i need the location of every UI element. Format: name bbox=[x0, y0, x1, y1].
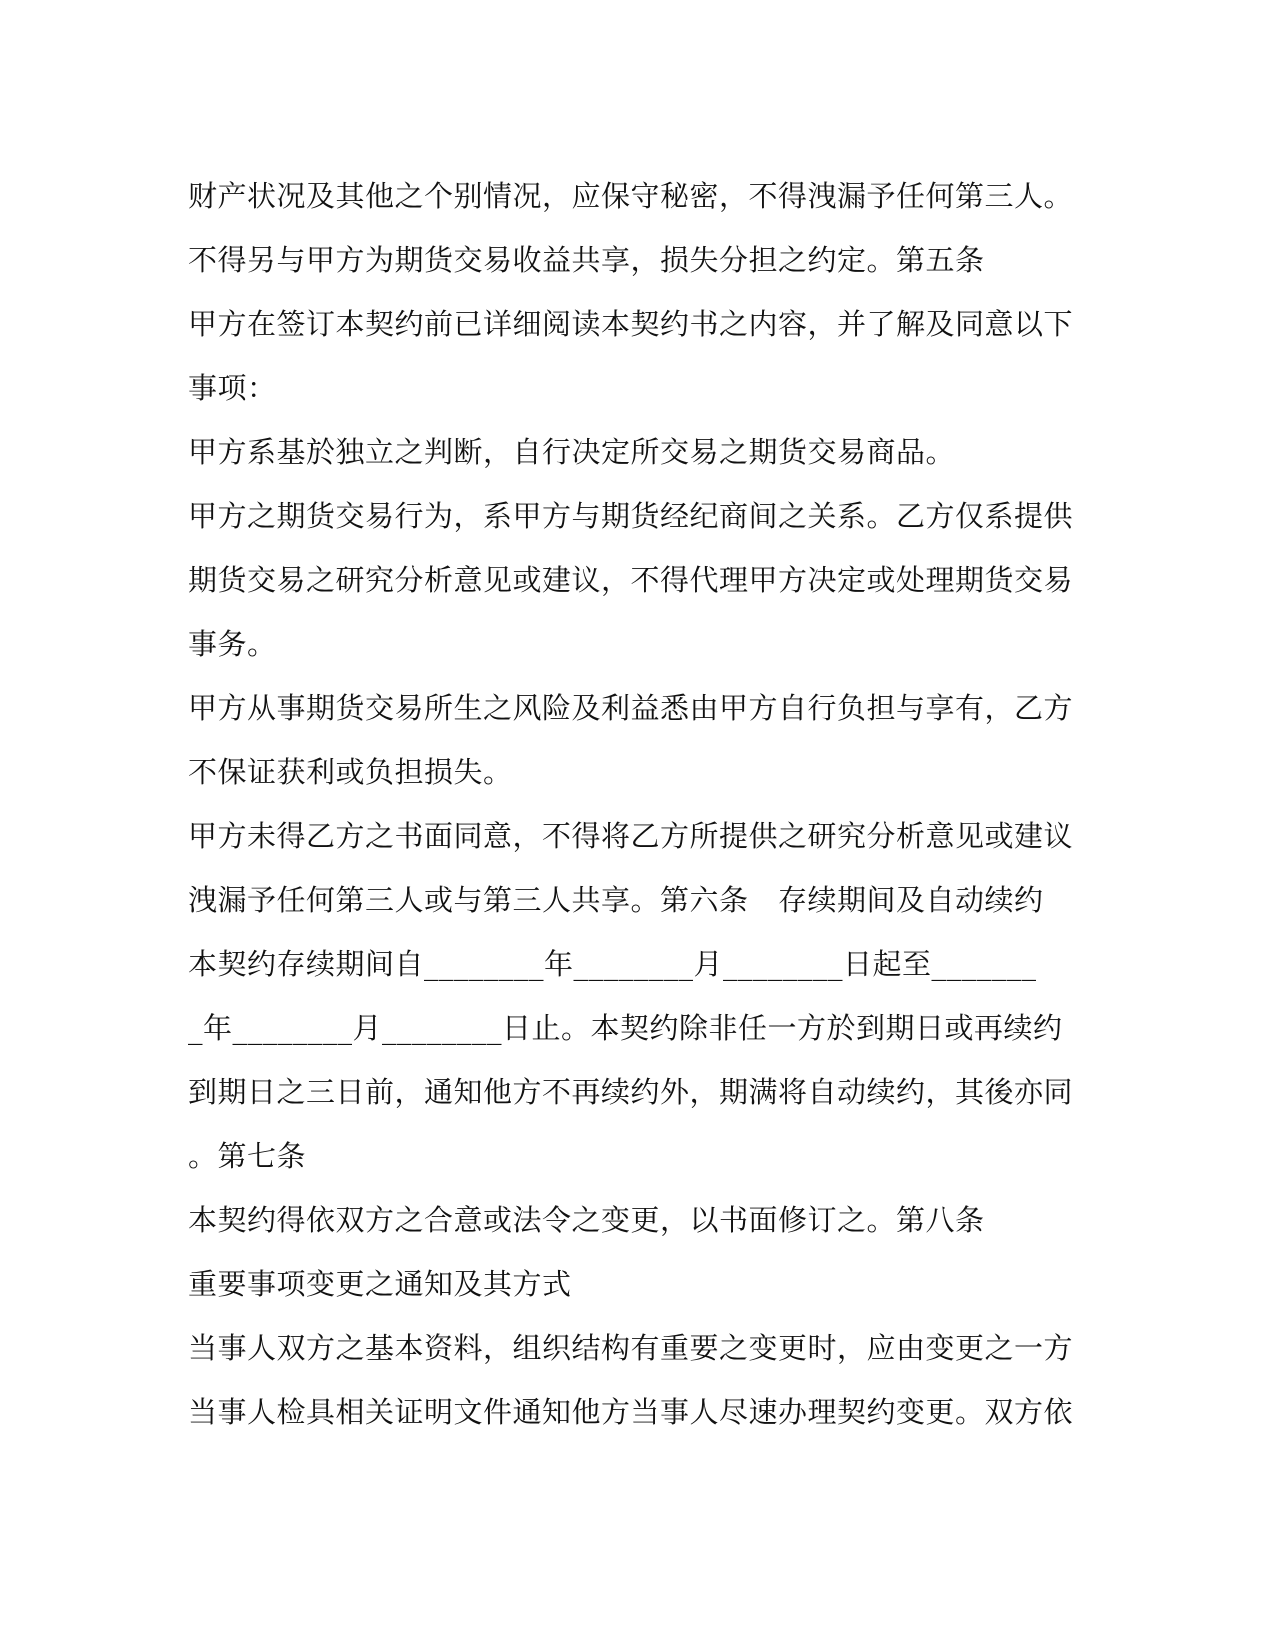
text-line: 。第七条 bbox=[188, 1139, 307, 1173]
text-line: 洩漏予任何第三人或与第三人共享。第六条 存续期间及自动续约 bbox=[188, 883, 1044, 917]
text-line: 甲方系基於独立之判断，自行决定所交易之期货交易商品。 bbox=[188, 435, 956, 469]
text-line: 不得另与甲方为期货交易收益共享，损失分担之约定。第五条 bbox=[188, 243, 985, 277]
text-line: 重要事项变更之通知及其方式 bbox=[188, 1267, 572, 1301]
text-line: 事务。 bbox=[188, 627, 277, 661]
text-line: 当事人双方之基本资料，组织结构有重要之变更时，应由变更之一方 bbox=[188, 1331, 1074, 1365]
text-line: 甲方在签订本契约前已详细阅读本契约书之内容，并了解及同意以下 bbox=[188, 307, 1074, 341]
text-line: 本契约得依双方之合意或法令之变更，以书面修订之。第八条 bbox=[188, 1203, 985, 1237]
text-line: 甲方未得乙方之书面同意，不得将乙方所提供之研究分析意见或建议 bbox=[188, 819, 1074, 853]
document-body bbox=[188, 164, 1088, 1444]
text-line: 事项： bbox=[188, 371, 277, 405]
text-line: 本契约存续期间自________年________月________日起至_______ bbox=[188, 947, 1037, 981]
text-line: 甲方之期货交易行为，系甲方与期货经纪商间之关系。乙方仅系提供 bbox=[188, 499, 1074, 533]
text-line: 到期日之三日前，通知他方不再续约外，期满将自动续约，其後亦同 bbox=[188, 1075, 1074, 1109]
text-line: 当事人检具相关证明文件通知他方当事人尽速办理契约变更。双方依 bbox=[188, 1395, 1074, 1429]
text-line: 期货交易之研究分析意见或建议，不得代理甲方决定或处理期货交易 bbox=[188, 563, 1074, 597]
text-line: 不保证获利或负担损失。 bbox=[188, 755, 513, 789]
text-line: 甲方从事期货交易所生之风险及利益悉由甲方自行负担与享有，乙方 bbox=[188, 691, 1074, 725]
text-line: _年________月________日止。本契约除非任一方於到期日或再续约 bbox=[188, 1011, 1063, 1045]
text-line: 财产状况及其他之个别情况，应保守秘密，不得洩漏予任何第三人。 bbox=[188, 179, 1074, 213]
